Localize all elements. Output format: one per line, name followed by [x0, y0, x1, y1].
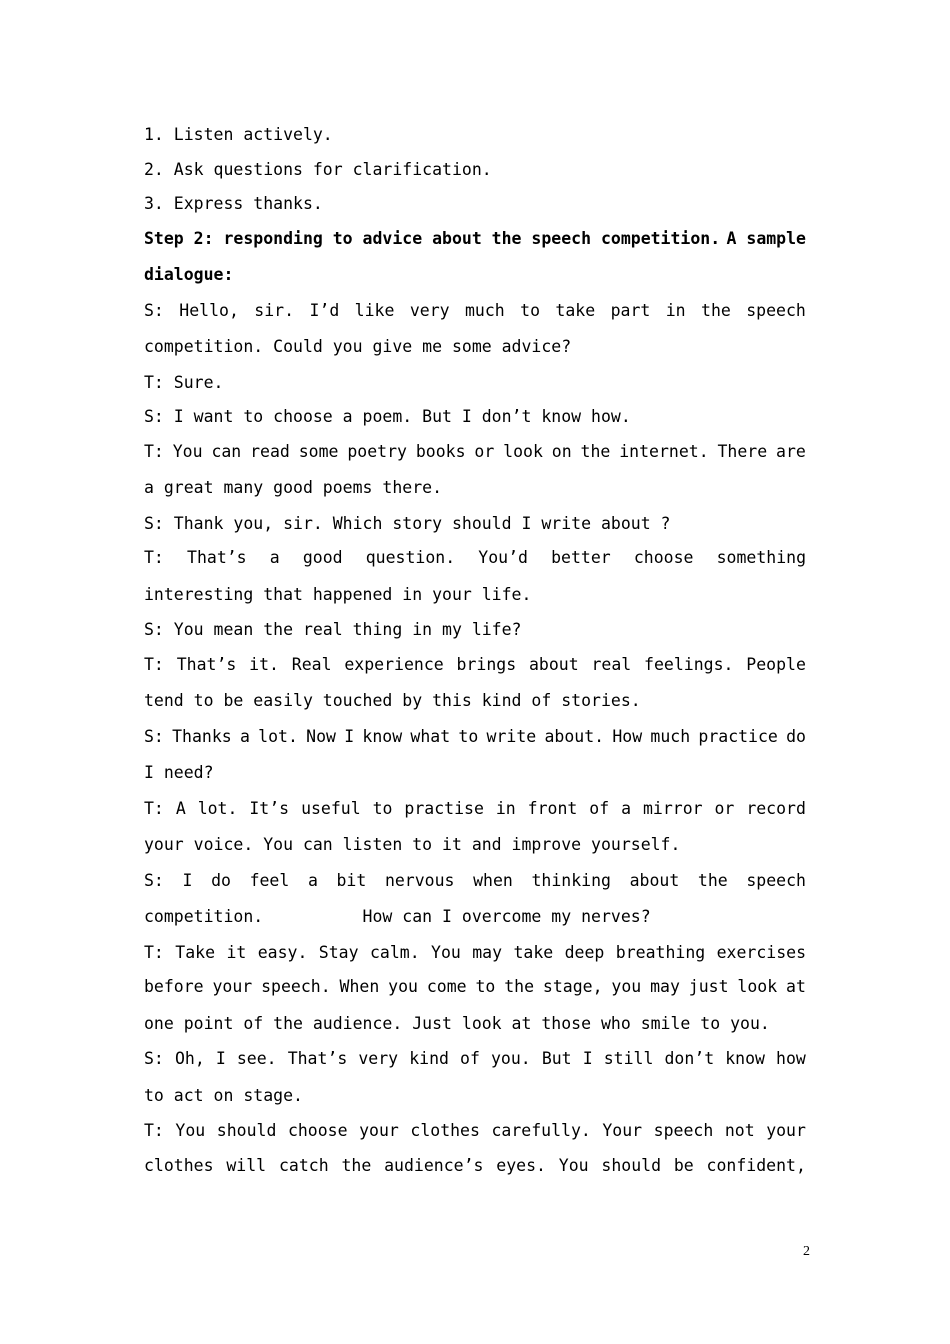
dialogue-word: not	[724, 1121, 755, 1140]
dialogue-word: may	[472, 942, 503, 962]
dialogue-word: That’s	[287, 1049, 348, 1068]
dialogue-line	[144, 435, 806, 470]
dialogue-word: a	[269, 548, 280, 567]
dialogue-word: you	[388, 977, 418, 996]
dialogue-word: much	[650, 726, 691, 746]
dialogue-line	[144, 541, 806, 576]
dialogue-word: read	[250, 441, 290, 461]
dialogue-word: Oh,	[174, 1049, 205, 1068]
dialogue-word: your	[212, 977, 253, 996]
dialogue-line: tend to be easily touched by this kind of stories.	[144, 691, 641, 710]
dialogue-word: it.	[249, 654, 279, 674]
dialogue-word: practise	[404, 798, 484, 818]
dialogue-word: When	[339, 977, 380, 996]
dialogue-word: brings	[456, 654, 517, 674]
dialogue-word: bit	[336, 870, 367, 890]
dialogue-line: a great many good poems there.	[144, 478, 443, 497]
dialogue-word: feel	[249, 870, 290, 890]
dialogue-line	[144, 970, 806, 1005]
dialogue-word: kind	[409, 1049, 449, 1068]
dialogue-word: poetry	[347, 441, 407, 461]
dialogue-word: how	[776, 1049, 806, 1068]
dialogue-word: catch	[278, 1155, 329, 1175]
dialogue-line	[144, 936, 806, 971]
dialogue-word: internet.	[619, 441, 709, 461]
dialogue-word: lot.	[197, 798, 238, 818]
dialogue-word: speech	[746, 870, 806, 890]
dialogue-line: competition. Could you give me some advice?	[144, 337, 572, 356]
dialogue-word: take	[513, 942, 554, 962]
dialogue-word: on	[551, 441, 572, 461]
dialogue-line	[144, 864, 806, 899]
dialogue-word: You	[431, 942, 461, 962]
dialogue-word: what	[410, 726, 451, 746]
dialogue-word: do	[211, 870, 231, 890]
dialogue-word: exercises	[716, 942, 806, 962]
dialogue-word: you	[611, 977, 642, 996]
dialogue-word: T:	[144, 942, 164, 962]
dialogue-word: see.	[236, 1049, 277, 1068]
dialogue-word: when	[473, 870, 513, 890]
dialogue-word: still	[603, 1049, 654, 1068]
dialogue-word: mirror	[642, 798, 703, 818]
dialogue-word: to	[458, 726, 479, 746]
dialogue-word: You	[558, 1155, 589, 1175]
dialogue-word: thinking	[531, 870, 611, 890]
dialogue-word: something	[716, 548, 806, 567]
dialogue-line: T: Sure.	[144, 372, 224, 392]
dialogue-word: of	[460, 1049, 480, 1068]
dialogue-line: competition. How can I overcome my nerves?	[144, 907, 651, 926]
dialogue-word: better	[551, 548, 611, 567]
dialogue-word: at	[786, 977, 806, 996]
dialogue-word: your	[359, 1121, 399, 1140]
dialogue-word: may	[650, 977, 680, 996]
dialogue-word: T:	[144, 441, 164, 461]
dialogue-word: like	[354, 300, 395, 320]
dialogue-word: breathing	[615, 942, 706, 962]
dialogue-word: S:	[144, 1049, 164, 1068]
dialogue-word: your	[766, 1121, 806, 1140]
dialogue-word: can	[211, 441, 242, 461]
dialogue-word: very	[358, 1049, 399, 1068]
dialogue-word: just	[688, 977, 729, 996]
dialogue-word: should	[216, 1121, 277, 1140]
dialogue-word: a	[239, 726, 250, 746]
dialogue-word: T:	[144, 1121, 164, 1140]
list-item: 1. Listen actively.	[144, 125, 333, 144]
dialogue-word: front	[527, 798, 578, 818]
dialogue-word: the	[697, 870, 728, 890]
dialogue-word: very	[409, 300, 450, 320]
dialogue-word: much	[464, 300, 505, 320]
dialogue-word: S:	[144, 726, 164, 746]
dialogue-line	[144, 1042, 806, 1077]
dialogue-word: to	[520, 300, 541, 320]
dialogue-word: practice	[698, 726, 778, 746]
dialogue-word: know	[725, 1049, 765, 1068]
dialogue-word: speech.	[261, 977, 331, 996]
dialogue-word: choose	[633, 548, 694, 567]
dialogue-word: write	[486, 726, 537, 746]
dialogue-word: in	[495, 798, 516, 818]
dialogue-word: clothes	[410, 1121, 480, 1140]
dialogue-line: I need?	[144, 763, 214, 782]
dialogue-line: S: I want to choose a poem. But I don’t know how.	[144, 407, 631, 426]
dialogue-word: record	[746, 798, 806, 818]
dialogue-word: Take	[175, 942, 216, 962]
dialogue-word: You	[172, 441, 203, 461]
dialogue-word: a	[307, 870, 318, 890]
step-heading-text: Step 2: responding to advice about the speech competition.	[144, 228, 721, 248]
dialogue-word: I	[582, 1049, 593, 1068]
dialogue-word: a	[621, 798, 632, 818]
dialogue-word: You’d	[478, 548, 528, 567]
dialogue-line	[144, 720, 806, 755]
dialogue-word: I’d	[309, 300, 340, 320]
dialogue-word: question.	[365, 548, 456, 567]
dialogue-word: clothes	[144, 1155, 214, 1175]
dialogue-word: I	[344, 726, 355, 746]
dialogue-word: books	[415, 441, 466, 461]
dialogue-word: S:	[144, 870, 164, 890]
dialogue-word: A	[175, 798, 186, 818]
dialogue-word: You	[175, 1121, 206, 1140]
step-heading-continuation: dialogue:	[144, 265, 234, 284]
dialogue-word: eyes.	[496, 1155, 546, 1175]
dialogue-word: T:	[144, 548, 164, 567]
dialogue-line	[144, 648, 806, 683]
dialogue-word: it	[226, 942, 247, 962]
dialogue-word: before	[144, 977, 204, 996]
step-heading-text-end: A sample	[726, 228, 806, 248]
dialogue-word: There	[717, 441, 768, 461]
dialogue-word: the	[341, 1155, 372, 1175]
dialogue-word: useful	[301, 798, 361, 818]
dialogue-line: S: You mean the real thing in my life?	[144, 620, 522, 639]
dialogue-word: Now	[306, 726, 336, 746]
dialogue	[144, 294, 806, 1184]
dialogue-word: or	[714, 798, 735, 818]
dialogue-word: I	[215, 1049, 226, 1068]
dialogue-word: about.	[544, 726, 605, 746]
dialogue-word: about	[629, 870, 680, 890]
dialogue-word: to	[372, 798, 393, 818]
dialogue-line: to act on stage.	[144, 1085, 303, 1105]
dialogue-word: speech	[653, 1121, 714, 1140]
dialogue-word: good	[302, 548, 343, 567]
dialogue-word: Real	[291, 654, 332, 674]
dialogue-word: calm.	[369, 942, 420, 962]
dialogue-line	[144, 294, 806, 329]
dialogue-word: speech	[746, 300, 806, 320]
dialogue-word: nervous	[384, 870, 455, 890]
dialogue-word: the	[580, 441, 611, 461]
dialogue-word: T:	[144, 654, 164, 674]
list-item: 2. Ask questions for clarification.	[144, 159, 492, 179]
dialogue-word: People	[746, 654, 806, 674]
dialogue-word: take	[555, 300, 596, 320]
dialogue-line: S: Thank you, sir. Which story should I write about ?	[144, 513, 671, 533]
dialogue-line: interesting that happened in your life.	[144, 584, 532, 604]
dialogue-word: real	[591, 654, 632, 674]
page-number: 2	[803, 1244, 810, 1259]
dialogue-word: That’s	[176, 654, 237, 674]
dialogue-word: know	[362, 726, 403, 746]
dialogue-word: choose	[287, 1121, 348, 1140]
dialogue-word: part	[610, 300, 651, 320]
list-item: 3. Express thanks.	[144, 194, 323, 213]
dialogue-line	[144, 1149, 806, 1184]
dialogue-line: one point of the audience. Just look at those who smile to you.	[144, 1013, 770, 1033]
dialogue-word: will	[226, 1155, 267, 1175]
dialogue-word: in	[665, 300, 686, 320]
dialogue-word: feelings.	[644, 654, 734, 674]
dialogue-word: deep	[564, 942, 605, 962]
dialogue-word: T:	[144, 798, 164, 818]
dialogue-line: your voice. You can listen to it and improve yourself.	[144, 835, 681, 854]
dialogue-word: should	[601, 1155, 662, 1175]
dialogue-word: carefully.	[491, 1121, 591, 1140]
dialogue-word: come	[426, 977, 467, 996]
dialogue-word: experience	[344, 654, 444, 674]
dialogue-word: the	[701, 300, 731, 320]
step-heading	[144, 222, 806, 257]
dialogue-word: confident,	[706, 1155, 806, 1175]
dialogue-word: do	[786, 726, 806, 746]
dialogue-word: I	[182, 870, 193, 890]
dialogue-word: But	[541, 1049, 572, 1068]
dialogue-word: lot.	[258, 726, 298, 746]
dialogue-word: It’s	[249, 798, 290, 818]
dialogue-word: you.	[490, 1049, 531, 1068]
dialogue-word: or	[474, 441, 495, 461]
dialogue-line	[144, 792, 806, 827]
dialogue-word: sir.	[254, 300, 295, 320]
dialogue-word: Your	[602, 1121, 643, 1140]
dialogue-word: look	[737, 977, 778, 996]
dialogue-word: to	[475, 977, 496, 996]
dialogue-word: are	[776, 441, 806, 461]
dialogue-word: easy.	[257, 942, 308, 962]
dialogue-word: be	[673, 1155, 694, 1175]
dialogue-word: S:	[144, 300, 164, 320]
dialogue-word: Thanks	[172, 726, 232, 746]
dialogue-word: of	[589, 798, 610, 818]
dialogue-word: about	[528, 654, 579, 674]
dialogue-word: look	[503, 441, 543, 461]
dialogue-word: the	[504, 977, 535, 996]
dialogue-word: audience’s	[384, 1155, 484, 1175]
dialogue-word: some	[298, 441, 339, 461]
page-body	[144, 118, 806, 1183]
dialogue-word: That’s	[187, 548, 247, 567]
dialogue-word: don’t	[664, 1049, 715, 1068]
dialogue-word: How	[612, 726, 643, 746]
dialogue-word: stage,	[542, 977, 603, 996]
dialogue-word: Hello,	[179, 300, 239, 320]
dialogue-line	[144, 1114, 806, 1149]
dialogue-word: Stay	[318, 942, 359, 962]
